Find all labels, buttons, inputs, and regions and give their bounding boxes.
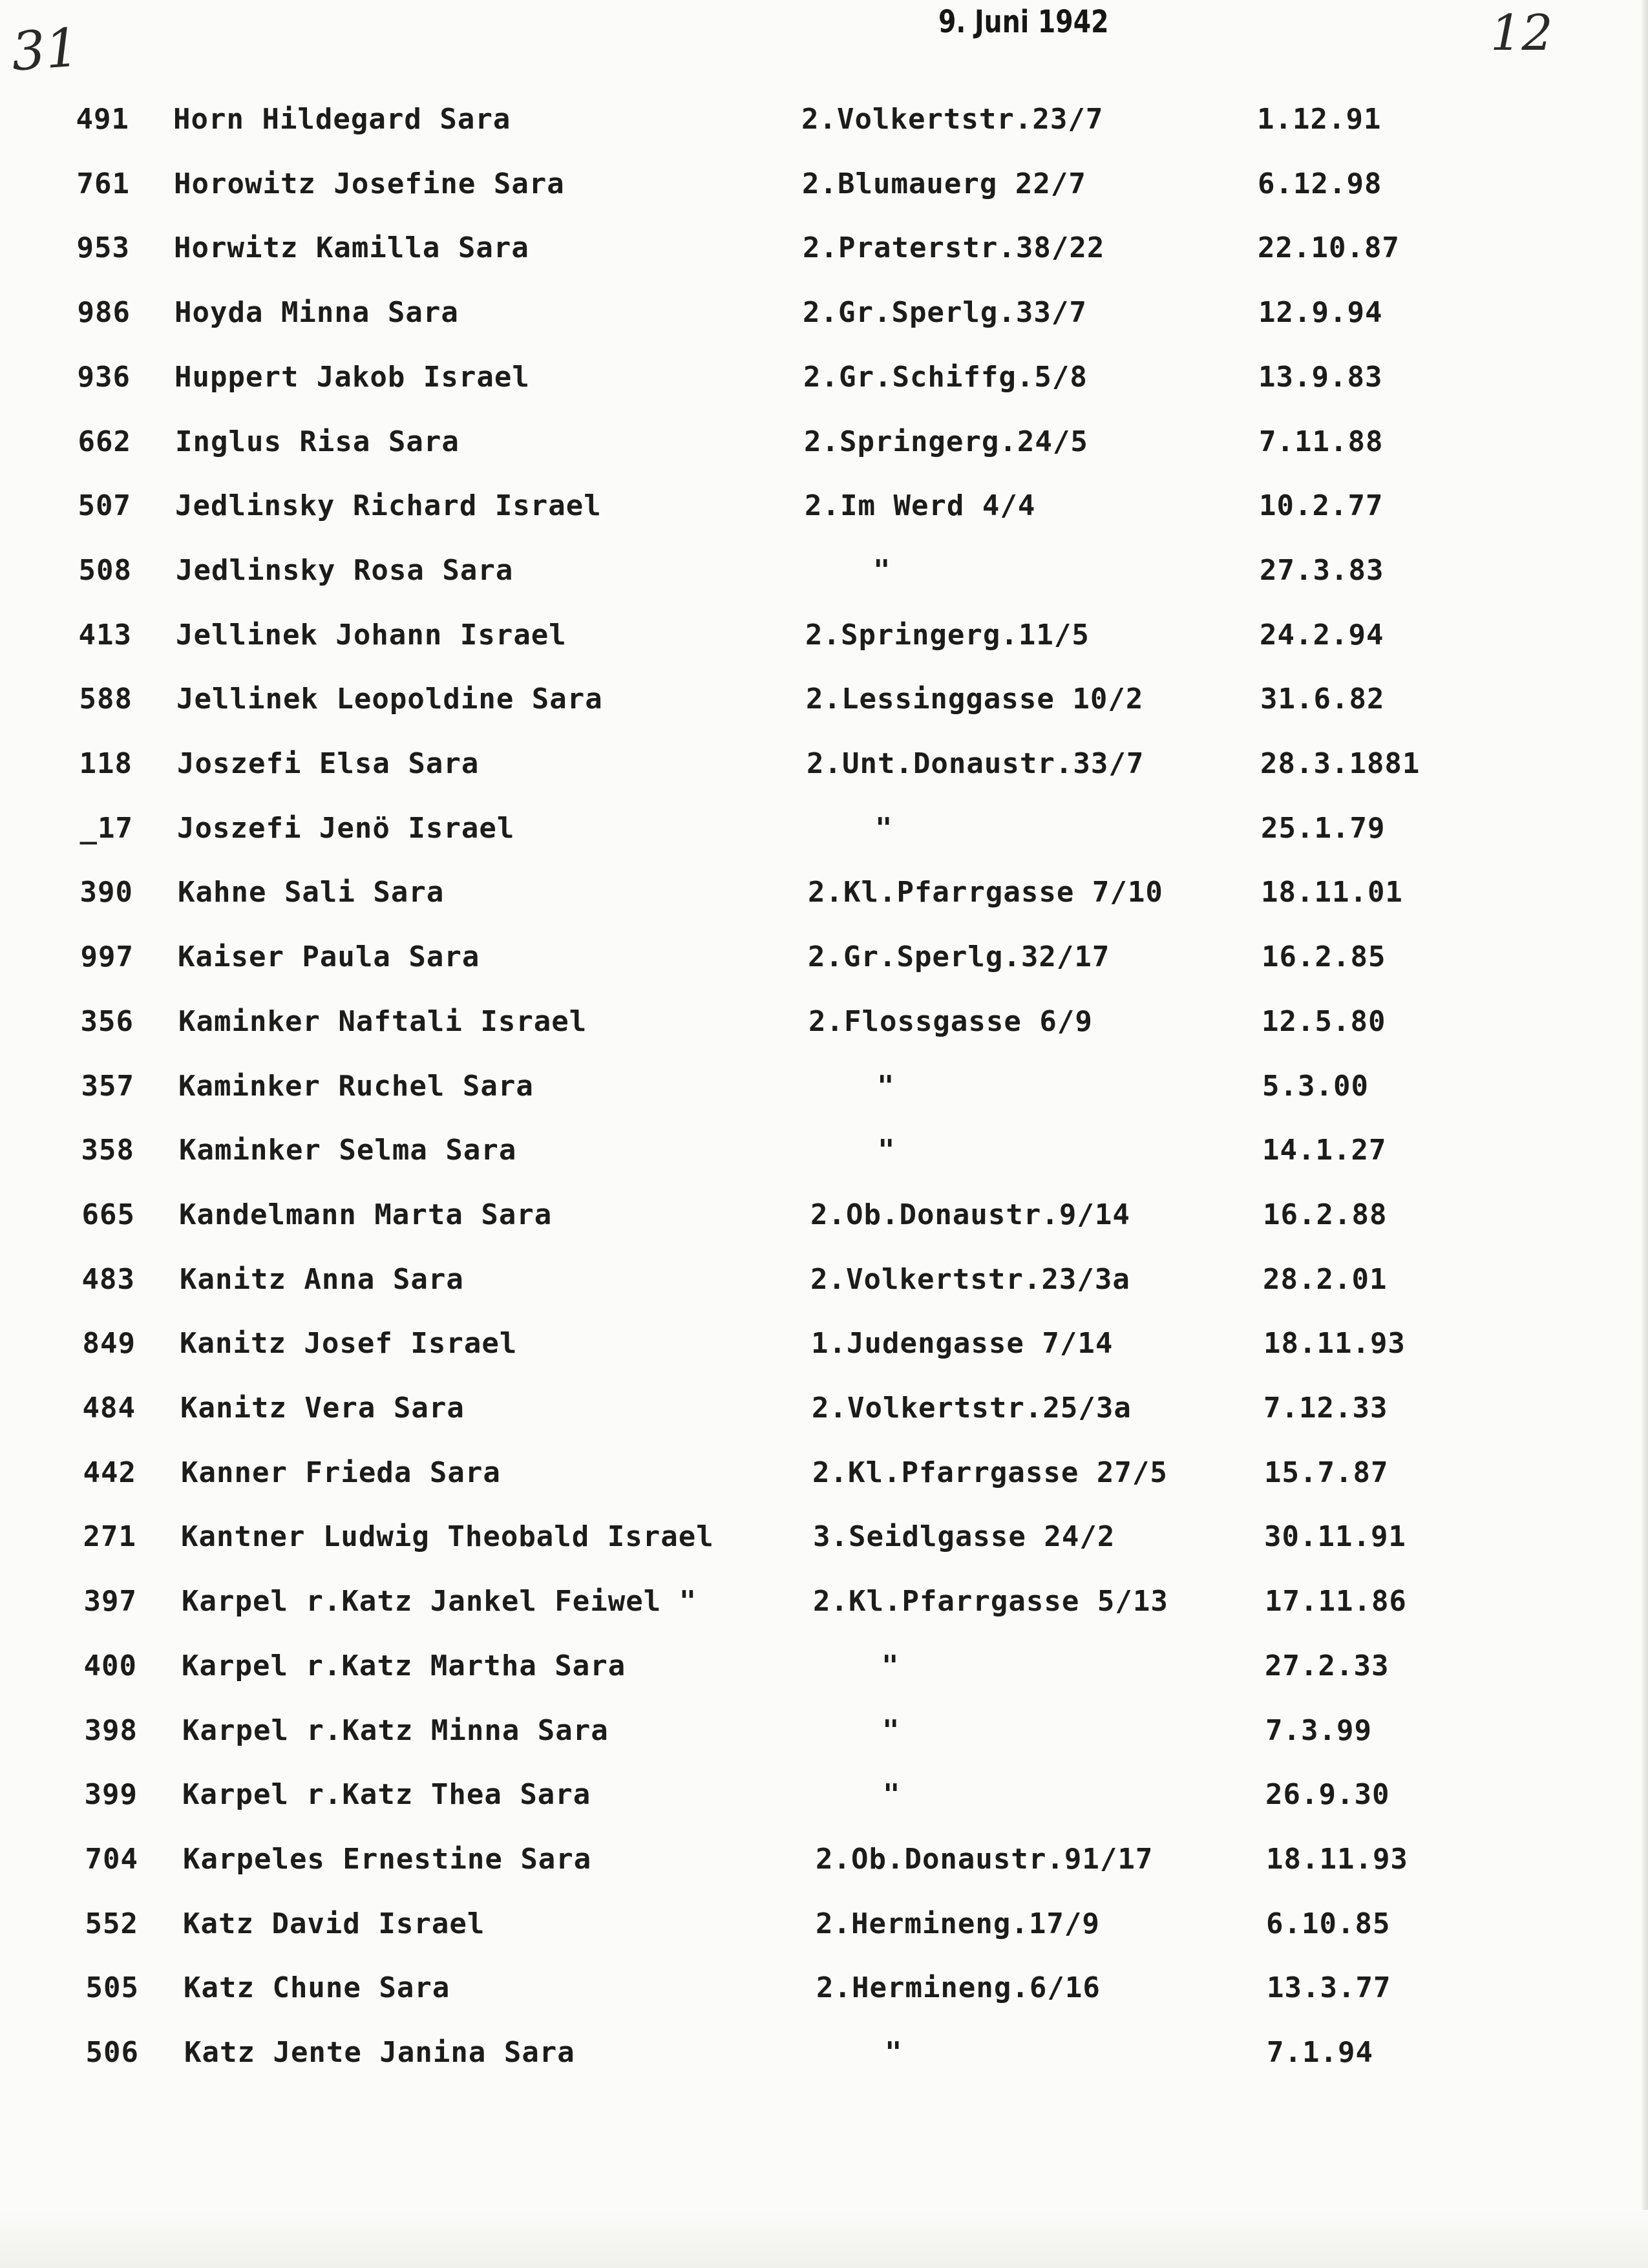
table-row: [0, 162, 1648, 207]
table-row: [0, 741, 1648, 787]
entry-birthdate: 14.1.27: [1262, 1134, 1387, 1167]
table-row: [0, 97, 1648, 142]
entry-number: 397: [83, 1585, 137, 1618]
entry-birthdate: 16.2.85: [1262, 940, 1386, 973]
entry-address: 2.Ob.Donaustr.9/14: [810, 1198, 1130, 1231]
entry-name: Katz David Israel: [183, 1907, 485, 1940]
date-stamp: 9. Juni 1942: [938, 4, 1109, 40]
entry-address: 2.Volkertstr.23/7: [801, 103, 1104, 136]
entry-name: Huppert Jakob Israel: [174, 361, 530, 394]
table-row: [0, 1321, 1648, 1366]
entry-address: 2.Springerg.11/5: [805, 619, 1090, 652]
entry-address: 2.Hermineng.6/16: [816, 1971, 1101, 2004]
entry-number: 484: [82, 1392, 136, 1425]
entry-address: 2.Volkertstr.25/3a: [812, 1392, 1132, 1425]
entry-name: Karpel r.Katz Thea Sara: [182, 1778, 591, 1811]
entry-birthdate: 13.3.77: [1267, 1971, 1391, 2004]
entry-name: Jedlinsky Richard Israel: [175, 489, 602, 522]
entry-address: 2.Volkertstr.23/3a: [810, 1263, 1130, 1296]
entry-address: 2.Ob.Donaustr.91/17: [816, 1843, 1154, 1876]
entry-birthdate: 27.3.83: [1260, 554, 1384, 587]
entry-number: 400: [83, 1649, 137, 1682]
table-row: [0, 1902, 1648, 1947]
entry-number: 491: [76, 103, 129, 136]
entry-number: 761: [76, 167, 130, 200]
entry-birthdate: 13.9.83: [1258, 361, 1383, 394]
entry-name: Katz Chune Sara: [184, 1971, 450, 2004]
handwritten-page-number: 12: [1490, 4, 1553, 61]
entry-birthdate: 22.10.87: [1258, 231, 1400, 264]
entry-birthdate: 24.2.94: [1260, 619, 1384, 652]
entry-birthdate: 25.1.79: [1261, 812, 1386, 845]
entry-address: 2.Gr.Sperlg.33/7: [803, 296, 1087, 329]
entry-number: 704: [85, 1843, 138, 1876]
entry-name: Horwitz Kamilla Sara: [174, 231, 529, 264]
entry-birthdate: 30.11.91: [1264, 1520, 1406, 1553]
entry-address: ": [873, 554, 891, 587]
entry-number: 986: [77, 296, 131, 329]
entry-name: Inglus Risa Sara: [175, 425, 460, 458]
entry-birthdate: 10.2.77: [1259, 489, 1384, 522]
table-row: [0, 870, 1648, 915]
entry-birthdate: 12.9.94: [1258, 296, 1383, 329]
entry-number: 507: [78, 489, 131, 522]
entry-address: 3.Seidlgasse 24/2: [813, 1520, 1115, 1553]
entry-number: 997: [80, 940, 134, 973]
table-row: [0, 1064, 1648, 1109]
entry-birthdate: 5.3.00: [1262, 1070, 1369, 1103]
entry-name: Kaiser Paula Sara: [178, 940, 480, 973]
entry-birthdate: 18.11.93: [1263, 1327, 1406, 1360]
entry-number: _17: [79, 812, 133, 845]
entry-name: Kanner Frieda Sara: [181, 1456, 501, 1489]
entry-number: 508: [78, 554, 132, 587]
entry-birthdate: 7.12.33: [1263, 1392, 1388, 1425]
entry-address: ": [883, 1778, 901, 1811]
entry-name: Kanitz Anna Sara: [180, 1263, 464, 1296]
entry-birthdate: 7.11.88: [1259, 425, 1384, 458]
entry-name: Jedlinsky Rosa Sara: [176, 554, 514, 587]
table-row: [0, 1966, 1648, 2011]
table-row: [0, 1192, 1648, 1238]
entry-address: ": [878, 1134, 896, 1167]
table-row: [0, 1514, 1648, 1560]
entry-birthdate: 15.7.87: [1264, 1456, 1389, 1489]
table-row: [0, 1386, 1648, 1431]
entry-number: 665: [81, 1198, 135, 1231]
entry-number: 356: [80, 1005, 134, 1038]
entry-birthdate: 7.1.94: [1267, 2036, 1373, 2069]
entry-address: 2.Kl.Pfarrgasse 5/13: [813, 1585, 1168, 1618]
entry-name: Kandelmann Marta Sara: [179, 1198, 553, 1231]
entry-address: 2.Blumauerg 22/7: [802, 167, 1086, 200]
table-row: [0, 1128, 1648, 1173]
table-row: [0, 548, 1648, 593]
entry-birthdate: 1.12.91: [1257, 103, 1382, 136]
entry-birthdate: 31.6.82: [1260, 683, 1385, 715]
entry-name: Kantner Ludwig Theobald Israel: [181, 1520, 714, 1553]
entry-birthdate: 12.5.80: [1262, 1005, 1386, 1038]
table-row: [0, 1257, 1648, 1302]
entry-name: Kanitz Vera Sara: [180, 1392, 465, 1425]
scan-edge: [1642, 0, 1648, 2268]
entry-birthdate: 27.2.33: [1265, 1649, 1389, 1682]
table-row: [0, 806, 1648, 851]
entry-name: Horowitz Josefine Sara: [174, 167, 565, 200]
entry-address: ": [882, 1649, 900, 1682]
entry-name: Jellinek Leopoldine Sara: [176, 683, 603, 715]
entry-birthdate: 18.11.93: [1266, 1843, 1408, 1876]
table-row: [0, 1708, 1648, 1754]
entry-address: 2.Hermineng.17/9: [816, 1907, 1100, 1940]
table-row: [0, 1772, 1648, 1818]
table-row: [0, 1644, 1648, 1689]
entry-birthdate: 16.2.88: [1263, 1198, 1388, 1231]
entry-birthdate: 28.2.01: [1263, 1263, 1388, 1296]
entry-number: 118: [79, 747, 132, 780]
entry-name: Karpel r.Katz Minna Sara: [182, 1714, 609, 1747]
handwritten-page-mark: 31: [9, 17, 81, 83]
entry-number: 953: [76, 231, 130, 264]
entry-address: ": [882, 1714, 900, 1747]
table-row: [0, 1450, 1648, 1496]
table-row: [0, 1579, 1648, 1624]
entry-number: 483: [81, 1263, 135, 1296]
entry-name: Hoyda Minna Sara: [174, 296, 459, 329]
entry-number: 552: [85, 1907, 138, 1940]
entry-birthdate: 17.11.86: [1265, 1585, 1407, 1618]
entry-name: Karpeles Ernestine Sara: [183, 1843, 592, 1876]
entry-address: 2.Flossgasse 6/9: [808, 1005, 1093, 1038]
entry-name: Karpel r.Katz Jankel Feiwel ": [182, 1585, 697, 1618]
entry-birthdate: 7.3.99: [1265, 1714, 1372, 1747]
entry-address: 2.Im Werd 4/4: [805, 489, 1036, 522]
entry-number: 849: [82, 1327, 136, 1360]
entry-name: Karpel r.Katz Martha Sara: [182, 1649, 626, 1682]
entry-number: 399: [84, 1778, 138, 1811]
entry-address: 2.Gr.Sperlg.32/17: [808, 940, 1110, 973]
table-row: [0, 419, 1648, 465]
table-row: [0, 290, 1648, 335]
entry-address: 2.Unt.Donaustr.33/7: [807, 747, 1145, 780]
entry-birthdate: 26.9.30: [1265, 1778, 1390, 1811]
entry-address: 2.Kl.Pfarrgasse 27/5: [812, 1456, 1168, 1489]
table-row: [0, 935, 1648, 980]
entry-name: Kaminker Ruchel Sara: [178, 1070, 534, 1103]
entry-number: 662: [78, 425, 131, 458]
entry-address: ": [885, 2036, 903, 2069]
table-row: [0, 2030, 1648, 2075]
entry-address: 2.Praterstr.38/22: [803, 231, 1105, 264]
table-row: [0, 483, 1648, 529]
entry-address: ": [875, 812, 893, 845]
table-row: [0, 613, 1648, 658]
table-row: [0, 355, 1648, 400]
entry-address: 2.Lessinggasse 10/2: [806, 683, 1144, 715]
scan-margin: [0, 2210, 1648, 2268]
entry-name: Kanitz Josef Israel: [180, 1327, 518, 1360]
entry-address: ": [877, 1070, 895, 1103]
entry-address: 1.Judengasse 7/14: [811, 1327, 1114, 1360]
entry-name: Kaminker Selma Sara: [179, 1134, 517, 1167]
entry-number: 505: [85, 1971, 139, 2004]
entry-birthdate: 6.10.85: [1266, 1907, 1391, 1940]
entry-name: Kahne Sali Sara: [178, 876, 445, 909]
table-row: [0, 999, 1648, 1044]
entry-address: 2.Gr.Schiffg.5/8: [803, 361, 1088, 394]
entry-name: Jellinek Johann Israel: [176, 619, 567, 652]
entry-number: 936: [77, 361, 131, 394]
entry-address: 2.Springerg.24/5: [804, 425, 1088, 458]
entry-birthdate: 28.3.1881: [1260, 747, 1421, 780]
entry-name: Joszefi Elsa Sara: [177, 747, 480, 780]
entry-name: Horn Hildegard Sara: [173, 103, 511, 136]
table-row: [0, 226, 1648, 271]
entry-name: Kaminker Naftali Israel: [178, 1005, 587, 1038]
entry-number: 398: [84, 1714, 138, 1747]
table-row: [0, 677, 1648, 722]
entry-birthdate: 18.11.01: [1261, 876, 1403, 909]
entry-birthdate: 6.12.98: [1258, 167, 1382, 200]
entry-number: 506: [85, 2036, 139, 2069]
entry-number: 357: [81, 1070, 134, 1103]
entry-name: Katz Jente Janina Sara: [184, 2036, 575, 2069]
entry-number: 271: [83, 1520, 136, 1553]
entry-number: 358: [81, 1134, 134, 1167]
entry-name: Joszefi Jenö Israel: [177, 812, 515, 845]
entry-number: 588: [79, 683, 132, 715]
table-row: [0, 1837, 1648, 1882]
entry-address: 2.Kl.Pfarrgasse 7/10: [808, 876, 1163, 909]
entry-number: 390: [79, 876, 133, 909]
entry-number: 413: [78, 619, 132, 652]
entry-number: 442: [83, 1456, 136, 1489]
